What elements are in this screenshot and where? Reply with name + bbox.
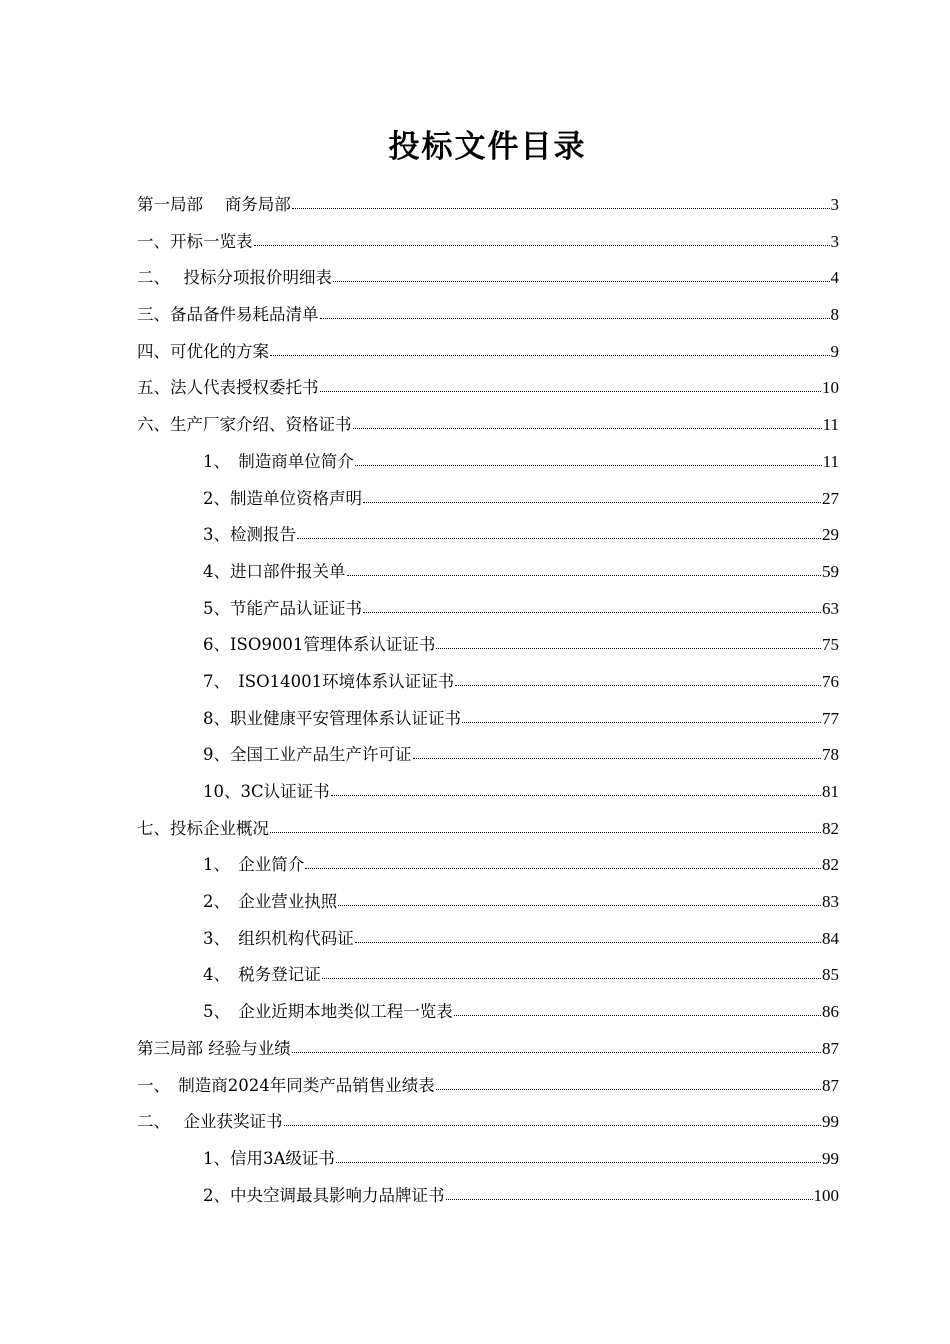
toc-dot-leader [462, 721, 821, 723]
toc-dot-leader [355, 464, 822, 466]
toc-dot-leader [347, 574, 822, 576]
toc-entry-page-number: 82 [822, 855, 839, 875]
toc-dot-leader [336, 1161, 821, 1163]
toc-dot-leader [436, 1088, 821, 1090]
toc-dot-leader [284, 1124, 822, 1126]
toc-entry-label: 6、ISO9001管理体系认证证书 [203, 635, 436, 655]
toc-entry-label: 7、 ISO14001环境体系认证证书 [203, 671, 455, 691]
toc-entry[interactable] [137, 407, 839, 444]
toc-entry-page-number: 11 [822, 415, 839, 435]
toc-entry[interactable] [137, 481, 839, 518]
toc-entry-page-number: 4 [830, 268, 839, 288]
toc-dot-leader [355, 941, 821, 943]
toc-entry[interactable] [137, 1031, 839, 1068]
toc-entry-label: 五、法人代表授权委托书 [137, 378, 319, 398]
toc-entry-page-number: 87 [822, 1038, 839, 1058]
toc-entry-page-number: 59 [822, 561, 839, 581]
toc-entry-label: 1、 制造商单位简介 [203, 451, 354, 471]
toc-dot-leader [413, 757, 822, 759]
toc-entry-label: 一、开标一览表 [137, 231, 253, 251]
toc-dot-leader [320, 317, 830, 319]
toc-entry-page-number: 99 [822, 1112, 839, 1132]
toc-entry-label: 三、备品备件易耗品清单 [137, 305, 319, 325]
toc-entry[interactable] [137, 370, 839, 407]
toc-dot-leader [292, 207, 830, 209]
toc-dot-leader [338, 904, 821, 906]
toc-dot-leader [297, 537, 821, 539]
toc-dot-leader [254, 244, 830, 246]
toc-entry-label: 第一局部 商务局部 [137, 195, 291, 214]
toc-entry-page-number: 100 [813, 1185, 839, 1205]
toc-entry-page-number: 84 [822, 928, 839, 948]
toc-entry-page-number: 10 [822, 378, 839, 398]
toc-dot-leader [353, 427, 822, 429]
toc-entry[interactable] [137, 994, 839, 1031]
toc-entry-page-number: 63 [822, 598, 839, 618]
page-title: 投标文件目录 [388, 129, 587, 165]
toc-entry[interactable] [137, 774, 839, 811]
toc-dot-leader [292, 1051, 821, 1053]
toc-entry[interactable] [137, 811, 839, 848]
toc-entry[interactable] [137, 627, 839, 664]
toc-dot-leader [446, 1198, 813, 1200]
toc-dot-leader [270, 831, 821, 833]
toc-entry-page-number: 29 [822, 525, 839, 545]
toc-entry-label: 1、信用3A级证书 [203, 1148, 335, 1168]
toc-entry[interactable] [137, 1178, 839, 1215]
toc-entry[interactable] [137, 884, 839, 921]
toc-entry-label: 1、 企业简介 [203, 855, 305, 875]
toc-entry[interactable] [137, 517, 839, 554]
toc-entry-page-number: 86 [822, 1002, 839, 1022]
toc-entry[interactable] [137, 737, 839, 774]
toc-entry[interactable] [137, 664, 839, 701]
toc-entry-page-number: 82 [822, 818, 839, 838]
toc-entry[interactable] [137, 297, 839, 334]
toc-entry-page-number: 99 [822, 1148, 839, 1168]
toc-entry-page-number: 76 [822, 671, 839, 691]
toc-entry-label: 二、 投标分项报价明细表 [137, 268, 332, 288]
toc-entry-label: 5、 企业近期本地类似工程一览表 [203, 1002, 453, 1022]
toc-entry-label: 3、检测报告 [203, 525, 296, 545]
toc-dot-leader [363, 611, 821, 613]
toc-entry-page-number: 78 [822, 745, 839, 765]
toc-entry-label: 5、节能产品认证证书 [203, 598, 362, 618]
toc-entry[interactable] [137, 921, 839, 958]
toc-dot-leader [454, 1014, 821, 1016]
toc-entry[interactable] [137, 1068, 839, 1105]
toc-entry-label: 四、可优化的方案 [137, 341, 269, 361]
toc-dot-leader [305, 867, 821, 869]
toc-entry[interactable] [137, 591, 839, 628]
toc-entry-page-number: 83 [822, 892, 839, 912]
toc-entry[interactable] [137, 334, 839, 371]
toc-entry-label: 一、 制造商2024年同类产品销售业绩表 [137, 1075, 435, 1095]
toc-entry[interactable] [137, 957, 839, 994]
toc-entry-label: 9、全国工业产品生产许可证 [203, 745, 412, 765]
toc-entry-page-number: 77 [822, 708, 839, 728]
toc-entry-page-number: 27 [822, 488, 839, 508]
toc-entry-page-number: 3 [830, 231, 839, 251]
toc-entry-page-number: 9 [830, 341, 839, 361]
table-of-contents [137, 187, 839, 1214]
toc-dot-leader [322, 977, 821, 979]
toc-entry-label: 二、 企业获奖证书 [137, 1112, 283, 1132]
toc-entry[interactable] [137, 701, 839, 738]
toc-entry[interactable] [137, 554, 839, 591]
toc-entry-label: 10、3C认证证书 [203, 782, 330, 801]
toc-entry-page-number: 8 [830, 305, 839, 325]
toc-entry-page-number: 81 [822, 782, 839, 801]
toc-entry[interactable] [137, 1104, 839, 1141]
toc-dot-leader [333, 280, 830, 282]
toc-entry-label: 8、职业健康平安管理体系认证证书 [203, 708, 461, 728]
toc-entry[interactable] [137, 187, 839, 224]
toc-dot-leader [320, 390, 822, 392]
toc-dot-leader [331, 794, 821, 796]
toc-dot-leader [436, 647, 821, 649]
toc-entry-label: 3、 组织机构代码证 [203, 928, 354, 948]
toc-entry[interactable] [137, 444, 839, 481]
toc-entry-label: 第三局部 经验与业绩 [137, 1038, 291, 1058]
toc-entry[interactable] [137, 260, 839, 297]
toc-entry[interactable] [137, 224, 839, 261]
toc-entry-page-number: 11 [822, 451, 839, 471]
toc-entry-label: 六、生产厂家介绍、资格证书 [137, 415, 352, 435]
toc-entry-page-number: 87 [822, 1075, 839, 1095]
toc-entry-label: 七、投标企业概况 [137, 818, 269, 838]
toc-dot-leader [270, 354, 830, 356]
toc-entry-page-number: 75 [822, 635, 839, 655]
toc-entry-label: 2、制造单位资格声明 [203, 488, 362, 508]
toc-entry-label: 4、进口部件报关单 [203, 561, 346, 581]
toc-entry-label: 2、 企业营业执照 [203, 892, 338, 912]
toc-entry[interactable] [137, 1141, 839, 1178]
toc-entry-label: 4、 税务登记证 [203, 965, 321, 985]
toc-dot-leader [363, 501, 821, 503]
toc-entry[interactable] [137, 847, 839, 884]
toc-dot-leader [455, 684, 821, 686]
toc-entry-label: 2、中央空调最具影响力品牌证书 [203, 1185, 445, 1205]
toc-entry-page-number: 3 [830, 195, 839, 214]
toc-entry-page-number: 85 [822, 965, 839, 985]
